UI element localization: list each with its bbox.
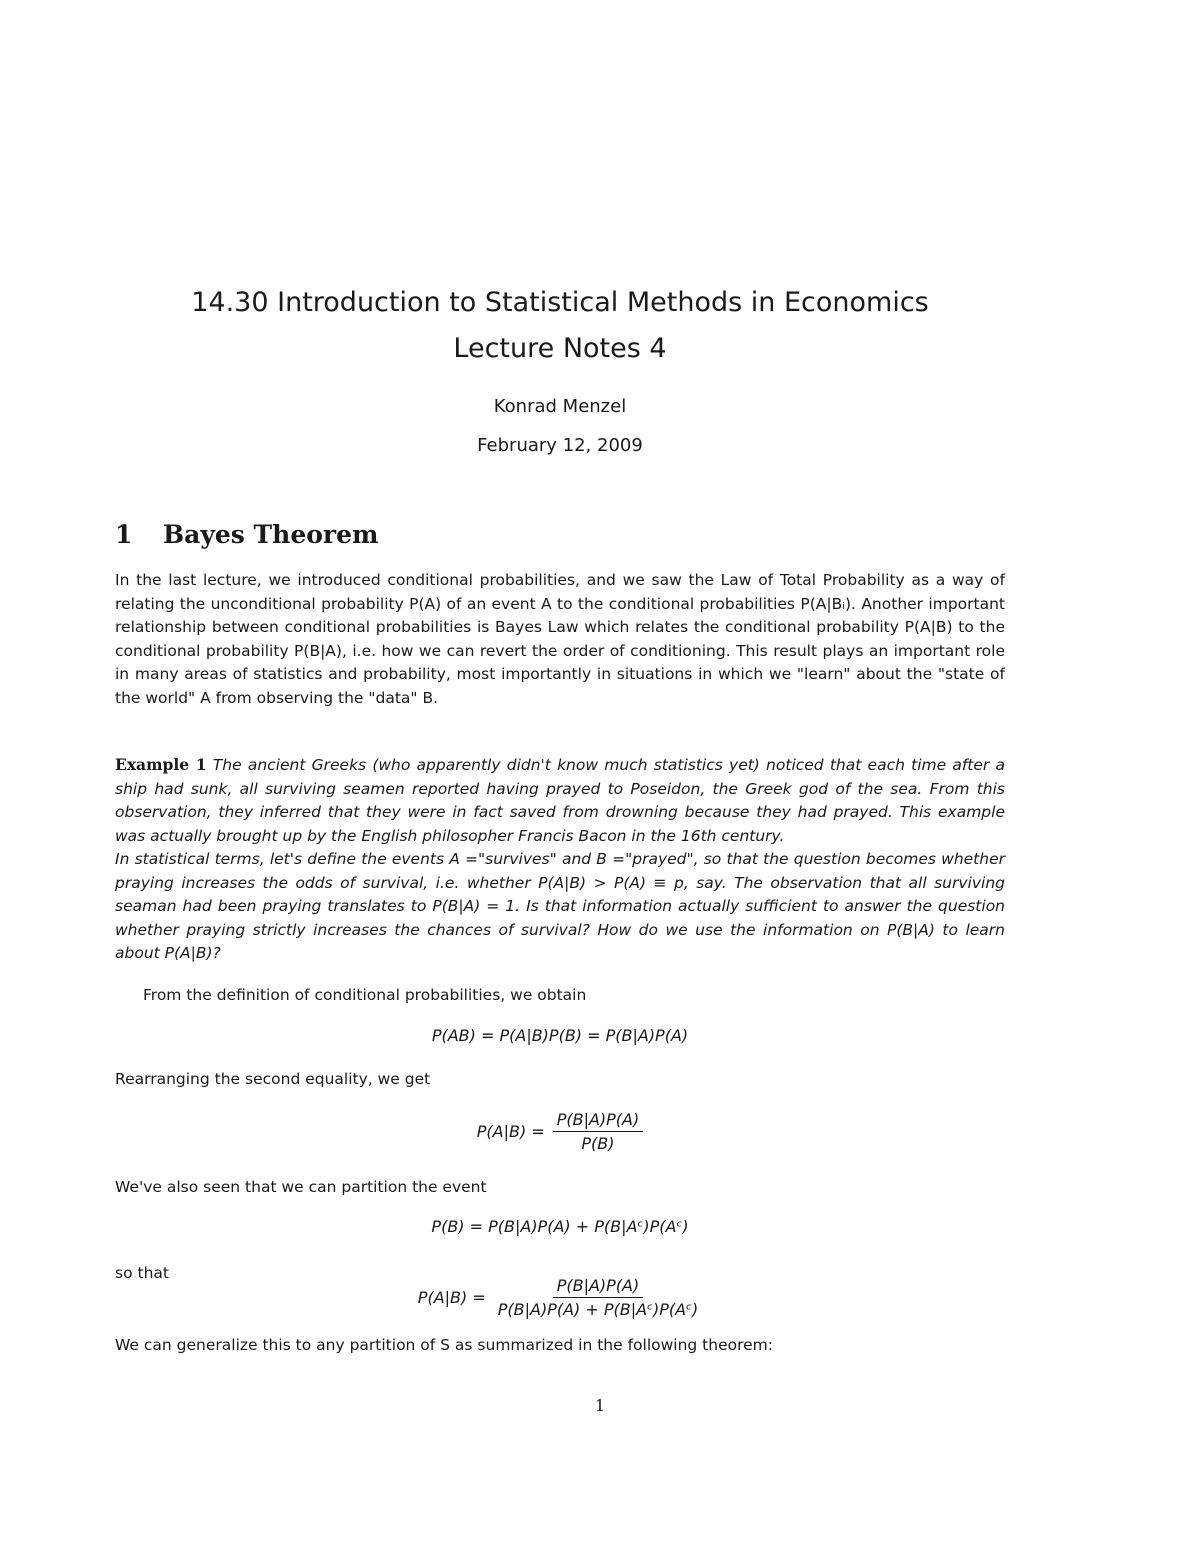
equation-total-probability: P(B) = P(B|A)P(A) + P(B|Aᶜ)P(Aᶜ)	[431, 1217, 689, 1236]
rearranging-paragraph: Rearranging the second equality, we get	[115, 1070, 431, 1088]
title-block	[0, 280, 1200, 456]
equation-joint: P(AB) = P(A|B)P(B) = P(B|A)P(A)	[431, 1026, 689, 1045]
equation-lhs: P(A|B) =	[476, 1122, 545, 1141]
equation-lhs: P(A|B) =	[417, 1288, 486, 1307]
equation-bayes-simple	[115, 1110, 1005, 1153]
fraction-denominator: P(B)	[581, 1134, 615, 1153]
section-title: Bayes Theorem	[163, 520, 379, 549]
so-that-text: so that	[115, 1264, 169, 1282]
section-number: 1	[115, 520, 133, 549]
page-number: 1	[594, 1396, 606, 1415]
example-text-2: In statistical terms, let's define the events A ="survives" and B ="prayed", so that the question becomes whether praying increases the odds of survival, i.e. whether P(A|B) > P(A) ≡ p, say. The observation that all surviving seaman had been praying translates to P(B|A) = 1. Is that information actually sufficient to answer the question whether praying strictly increases the chances of survival? How do we use the information on P(B|A) to learn about P(A|B)?	[115, 850, 1005, 962]
fraction	[494, 1276, 702, 1319]
author: Konrad Menzel	[493, 396, 627, 417]
partition-paragraph: We've also seen that we can partition the event	[115, 1178, 487, 1196]
fraction-numerator: P(B|A)P(A)	[553, 1110, 644, 1132]
example-paragraph	[115, 753, 1005, 966]
document-title: 14.30 Introduction to Statistical Methods in Economics	[191, 287, 929, 318]
date: February 12, 2009	[477, 435, 643, 456]
generalize-paragraph: We can generalize this to any partition of S as summarized in the following theorem:	[115, 1336, 773, 1354]
equation-bayes-full	[115, 1276, 1005, 1319]
fraction	[553, 1110, 644, 1153]
example-label: Example 1	[115, 755, 207, 774]
section-heading	[115, 520, 378, 549]
example-text: The ancient Greeks (who apparently didn't know much statistics yet) noticed that each time after a ship had sunk, all surviving seamen reported having prayed to Poseidon, the Greek god of the sea. From this observation, they inferred that they were in fact saved from drowning because they had prayed. This example was actually brought up by the English philosopher Francis Bacon in the 16th century.	[115, 756, 1005, 845]
document-subtitle: Lecture Notes 4	[453, 333, 667, 364]
fraction-numerator: P(B|A)P(A)	[553, 1276, 644, 1298]
definition-paragraph: From the definition of conditional probabilities, we obtain	[143, 986, 587, 1004]
fraction-denominator: P(B|A)P(A) + P(B|Aᶜ)P(Aᶜ)	[497, 1300, 699, 1319]
intro-paragraph: In the last lecture, we introduced conditional probabilities, and we saw the Law of Total Probability as a way of relating the unconditional probability P(A) of an event A to the conditional probabilities P(A|Bᵢ). Another important relationship between conditional probabilities is Bayes Law which relates the conditional probability P(A|B) to the conditional probability P(B|A), i.e. how we can revert the order of conditioning. This result plays an important role in many areas of statistics and probability, most importantly in situations in which we "learn" about the "state of the world" A from observing the "data" B.	[115, 571, 1005, 707]
